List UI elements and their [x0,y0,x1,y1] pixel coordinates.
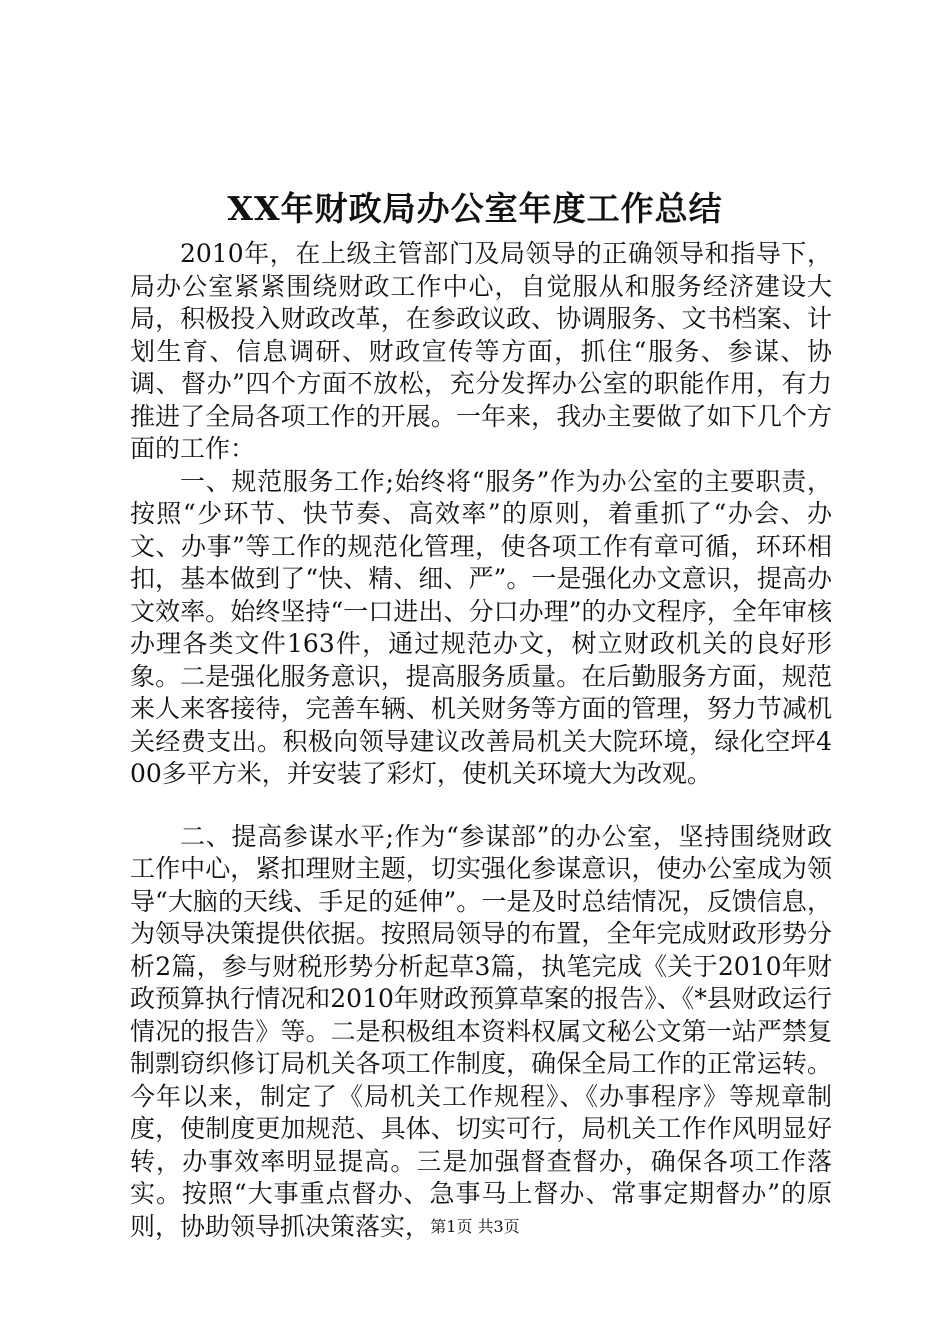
paragraph-section-1: 一、规范服务工作;始终将“服务”作为办公室的主要职责，按照“少环节、快节奏、高效率”的原则，着重抓了“办会、办文、办事”等工作的规范化管理，使各项工作有章可循，环环相扣，基本做到了“快、精、细、严”。一是强化办文意识，提高办文效率。始终坚持“一口进出、分口办理”的办文程序，全年审核办理各类文件163件，通过规范办文，树立财政机关的良好形象。二是强化服务意识，提高服务质量。在后勤服务方面，规范来人来客接待，完善车辆、机关财务等方面的管理，努力节减机关经费支出。积极向领导建议改善局机关大院环境，绿化空坪400多平方米，并安装了彩灯，使机关环境大为改观。 [130,466,832,788]
page-title: XX年财政局办公室年度工作总结 [227,189,723,228]
document-body [130,238,832,1243]
paragraph-spacer [130,791,832,821]
paragraph-section-2: 二、提高参谋水平;作为“参谋部”的办公室，坚持围绕财政工作中心，紧扣理财主题，切实强化参谋意识，使办公室成为领导“大脑的天线、手足的延伸”。一是及时总结情况，反馈信息，为领导决策提供依据。按照局领导的布置，全年完成财政形势分析2篇，参与财税形势分析起草3篇，执笔完成《关于2010年财政预算执行情况和2010年财政预算草案的报告》、《*县财政运行情况的报告》等。二是积极组本资料权属文秘公文第一站严禁复制剽窃织修订局机关各项工作制度，确保全局工作的正常运转。今年以来，制定了《局机关工作规程》、《办事程序》等规章制度，使制度更加规范、具体、切实可行，局机关工作作风明显好转，办事效率明显提高。三是加强督查督办，确保各项工作落实。按照“大事重点督办、急事马上督办、常事定期督办”的原则，协助领导抓决策落实， [130,821,832,1241]
paragraph-intro: 2010年，在上级主管部门及局领导的正确领导和指导下，局办公室紧紧围绕财政工作中心，自觉服从和服务经济建设大局，积极投入财政改革，在参政议政、协调服务、文书档案、计划生育、信息调研、财政宣传等方面，抓住“服务、参谋、协调、督办”四个方面不放松，充分发挥办公室的职能作用，有力推进了全局各项工作的开展。一年来，我办主要做了如下几个方面的工作： [130,239,832,463]
page-number-footer: 第1页 共3页 [430,1217,520,1236]
